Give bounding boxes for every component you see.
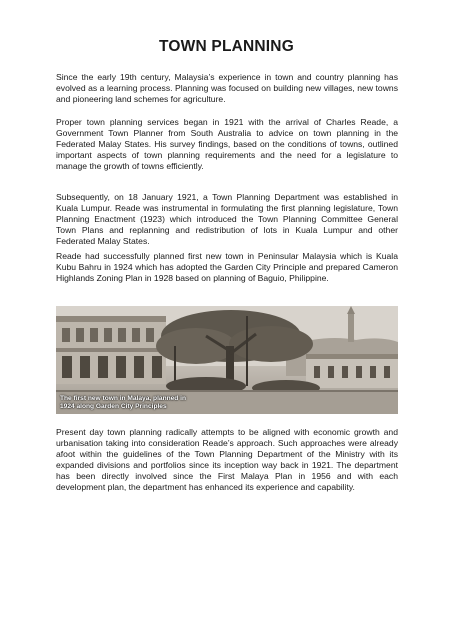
paragraph-4: Reade had successfully planned first new town in Peninsular Malaysia which is Kuala Kubu Bahru in 1924 which has adopted the Garden City Principle and prepared Cameron Highlands Zoning Plan in 1928 based on planning of Baguio, Philippine. <box>56 251 398 283</box>
paragraph-3: Subsequently, on 18 January 1921, a Town Planning Department was established in Kuala Lumpur. Reade was instrumental in formulating the first planning legislature, Town Planning Enactment (1923) which introduced the Town Planning Committee General Town Plans and replanning and redistribution of lots in Kuala Lumpur and other Federated Malay States. <box>56 192 398 246</box>
page-title: TOWN PLANNING <box>159 38 294 55</box>
paragraph-5: Present day town planning radically attempts to be aligned with economic growth and urbanisation taking into consideration Reade’s approach. Such approaches were already afoot within the guidelines of the Town Planning Department of the Ministry with its expanded divisions and portfolios since its inception way back in 1921. The department has been directly involved since the First Malaya Plan in 1956 and with each development plan, the department has enhanced its experience and capability. <box>56 427 398 492</box>
paragraph-2: Proper town planning services began in 1921 with the arrival of Charles Reade, a Government Town Planner from South Australia to advice on town planning in the Federated Malay States. His survey findings, based on the conditions of towns, outlined important aspects of town planning requirements and the need for a legislature to manage the growth of towns efficiently. <box>56 117 398 171</box>
paragraph-1: Since the early 19th century, Malaysia’s experience in town and country planning has evolved as a learning process. Planning was focused on building new villages, new towns and pioneering land schemes for agriculture. <box>56 72 398 104</box>
historic-town-photo <box>56 306 398 414</box>
photo-caption: The first new town in Malaya, planned in 1924 along Garden City Principles <box>60 395 187 410</box>
